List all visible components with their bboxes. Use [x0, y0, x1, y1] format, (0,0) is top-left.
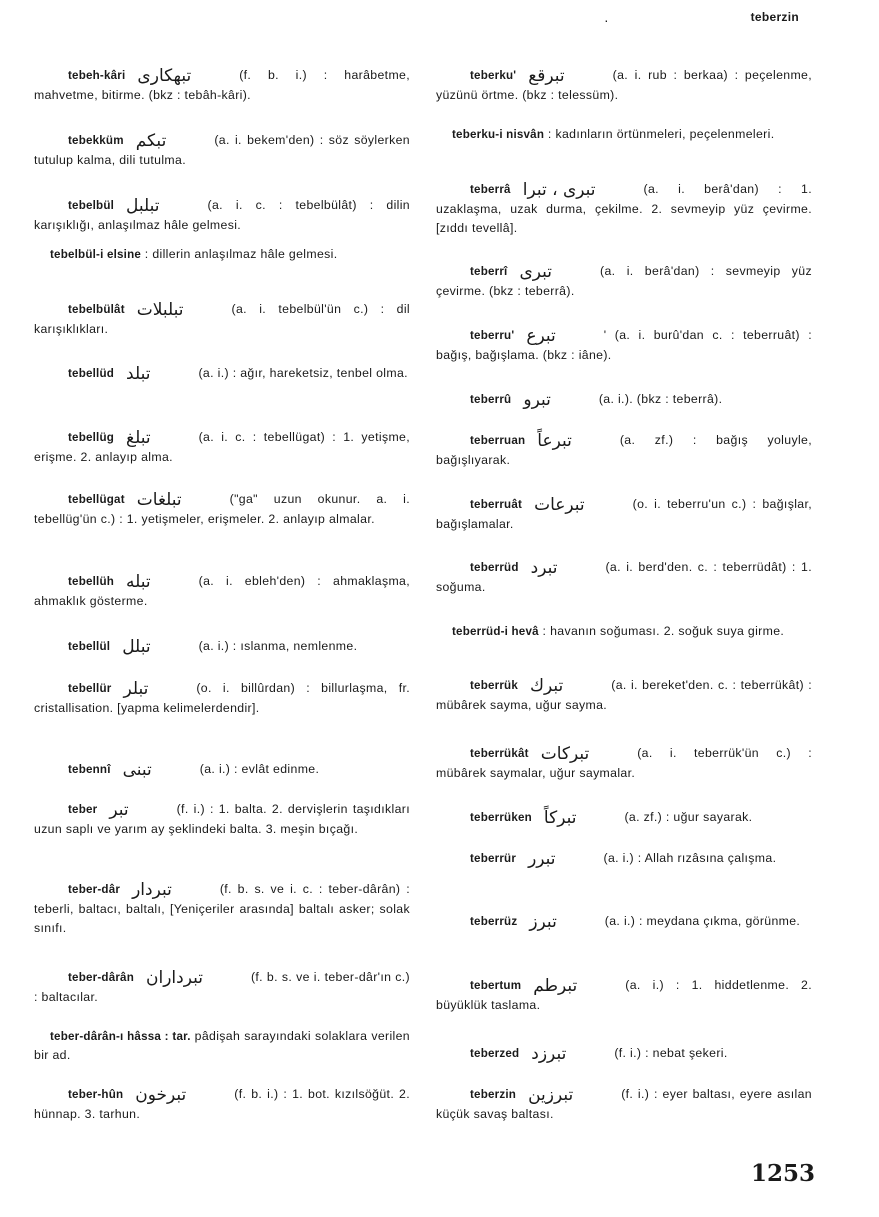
dictionary-entry	[436, 558, 812, 597]
entry-headword: teberku'	[470, 69, 517, 82]
entry-definition: (a. i.) : Allah rızâsına çalışma.	[603, 851, 777, 865]
dictionary-entry	[34, 760, 410, 780]
entry-headword: tebeh-kâri	[68, 69, 126, 82]
entry-definition: : havanın soğuması. 2. soğuk suya girme.	[542, 624, 785, 638]
entry-arabic-script: تبرعات	[534, 495, 585, 515]
entry-headword: teberrüken	[470, 811, 532, 824]
entry-definition: (f. b. i.) : 1. bot. kızılsöğüt. 2. hünnap. 3. tarhun.	[34, 1087, 410, 1121]
entry-definition: (a. i.) : evlât edinme.	[199, 762, 320, 776]
dictionary-entry	[34, 196, 410, 235]
dictionary-entry	[436, 622, 812, 641]
entry-arabic-script: تبلر	[123, 679, 149, 699]
entry-arabic-script: تبلد	[126, 364, 151, 384]
entry-arabic-script: تبرداران	[145, 968, 203, 988]
dictionary-entry	[436, 431, 812, 470]
entry-arabic-script: تبرو	[523, 390, 551, 410]
entry-definition: ("ga" uzun okunur. a. i. tebellüg'ün c.) : 1. yetişmeler, erişmeler. 2. anlayıp almalar.	[34, 492, 410, 526]
entry-headword: tebekküm	[68, 134, 124, 147]
entry-arabic-script: تبکم	[135, 131, 167, 151]
dictionary-entry	[436, 808, 812, 828]
entry-arabic-script: تبرعاً	[537, 431, 572, 451]
entry-arabic-script: تبلبلات	[136, 300, 184, 320]
dictionary-entry	[436, 262, 812, 301]
entry-headword: teber	[68, 803, 98, 816]
entry-arabic-script: تبلغات	[136, 490, 182, 510]
entry-headword: teber-hûn	[68, 1088, 124, 1101]
entry-definition: (a. i. c. : tebelbülât) : dilin karışıklığı, anlaşılmaz hâle gelmesi.	[34, 198, 410, 232]
dictionary-entry	[34, 880, 410, 938]
dictionary-entry	[34, 637, 410, 657]
entry-arabic-script: تبرزد	[531, 1044, 567, 1064]
entry-arabic-script: تبر	[109, 800, 129, 820]
entry-headword: teberrâ	[470, 183, 511, 196]
entry-definition: ' (a. i. burû'dan c. : teberruât) : bağış, bağışlama. (bkz : iâne).	[436, 328, 812, 362]
dictionary-entry	[436, 676, 812, 715]
entry-headword: teberzed	[470, 1047, 520, 1060]
entry-headword: teberrük	[470, 679, 518, 692]
entry-definition: (a. i.) : ıslanma, nemlenme.	[198, 639, 358, 653]
dictionary-entry	[34, 428, 410, 467]
entry-arabic-script: تبرع	[526, 326, 556, 346]
entry-headword: teberrüz	[470, 915, 518, 928]
entry-arabic-script: تبلل	[122, 637, 151, 657]
entry-headword: teberzin	[470, 1088, 517, 1101]
entry-headword: tebellül	[68, 640, 111, 653]
entry-definition: (a. i. bereket'den. c. : teberrükât) : mübârek sayma, uğur sayma.	[436, 678, 812, 712]
entry-definition: (f. i.) : 1. balta. 2. dervişlerin taşıdıkları uzun saplı ve yarım ay şeklindeki balta. 3. meşin bıçağı.	[34, 802, 410, 836]
entry-headword: tebelbülât	[68, 303, 125, 316]
entry-definition: (a. i. rub : berkaa) : peçelenme, yüzünü örtme. (bkz : telessüm).	[436, 68, 812, 102]
entry-headword: teberruan	[470, 434, 526, 447]
entry-definition: (a. i. berâ'dan) : 1. uzaklaşma, uzak durma, çekilme. 2. sevmeyip yüz çevirme. [zıddı tevellâ].	[436, 182, 812, 235]
dictionary-entry	[436, 390, 812, 410]
entry-definition: (a. i. ebleh'den) : ahmaklaşma, ahmaklık gösterme.	[34, 574, 410, 608]
dictionary-entry	[34, 364, 410, 384]
entry-headword: tebennî	[68, 763, 111, 776]
entry-arabic-script: تبردار	[132, 880, 172, 900]
entry-definition: (a. zf.) : bağış yoluyle, bağışlıyarak.	[436, 433, 812, 467]
entry-headword: teberrüd	[470, 561, 519, 574]
entry-arabic-script: تبركات	[540, 744, 590, 764]
entry-headword: tebellüg	[68, 431, 115, 444]
dictionary-entry	[34, 800, 410, 839]
dictionary-entry	[34, 1085, 410, 1124]
dictionary-entry	[436, 1085, 812, 1124]
entry-definition: (o. i. teberru'un c.) : bağışlar, bağışlamalar.	[436, 497, 812, 531]
dictionary-entry	[436, 180, 812, 238]
dictionary-entry	[436, 912, 812, 932]
entry-definition: pâdişah sarayındaki solaklara verilen bir ad.	[34, 1029, 410, 1062]
entry-definition: : dillerin anlaşılmaz hâle gelmesi.	[144, 247, 338, 261]
entry-definition: (a. i.) : ağır, hareketsiz, tenbel olma.	[198, 366, 408, 380]
entry-definition: (f. i.) : nebat şekeri.	[614, 1046, 728, 1060]
entry-definition: (a. i. c. : tebellügat) : 1. yetişme, erişme. 2. anlayıp alma.	[34, 430, 410, 464]
dictionary-entry	[436, 66, 812, 105]
entry-headword: teberru'	[470, 329, 515, 342]
entry-headword: tebellür	[68, 682, 112, 695]
entry-arabic-script: تبرك	[530, 676, 564, 696]
dictionary-entry	[436, 1044, 812, 1064]
entry-definition: (f. i.) : eyer baltası, eyere asılan küçük savaş baltası.	[436, 1087, 812, 1121]
entry-arabic-script: تبرخون	[135, 1085, 187, 1105]
entry-arabic-script: تبلغ	[126, 428, 151, 448]
entry-headword: tebertum	[470, 979, 522, 992]
entry-definition: (a. i. berd'den. c. : teberrüdât) : 1. soğuma.	[436, 560, 812, 594]
dictionary-entry	[34, 572, 410, 611]
dictionary-entry	[34, 131, 410, 170]
entry-definition: (a. zf.) : uğur sayarak.	[624, 810, 753, 824]
entry-arabic-script: تبرر	[528, 849, 556, 869]
dictionary-entry	[34, 66, 410, 105]
entry-headword: tebellüh	[68, 575, 115, 588]
entry-headword: teberrür	[470, 852, 517, 865]
entry-arabic-script: تبرز	[529, 912, 557, 932]
dictionary-entry	[34, 300, 410, 339]
entry-definition: (f. b. s. ve i. c. : teber-dârân) : teberli, baltacı, baltalı, [Yeniçeriler arasında] baltalı asker; solak sınıfı.	[34, 882, 410, 935]
entry-definition: (a. i.). (bkz : teberrâ).	[598, 392, 723, 406]
dictionary-entry	[436, 744, 812, 783]
dictionary-entry	[34, 968, 410, 1007]
entry-definition: (a. i. bekem'den) : söz söylerken tutulup kalma, dili tutulma.	[34, 133, 410, 167]
dictionary-entry	[436, 125, 812, 144]
entry-definition: : kadınların örtünmeleri, peçelenmeleri.	[547, 127, 775, 141]
entry-arabic-script: تبهکاری	[137, 66, 192, 86]
entry-headword: teberrî	[470, 265, 508, 278]
entry-headword: teber-dâr	[68, 883, 121, 896]
dictionary-entry	[34, 245, 410, 264]
dictionary-entry	[34, 490, 410, 529]
entry-headword: teber-dârân	[68, 971, 134, 984]
entry-headword: tebelbül-i elsine	[50, 248, 142, 261]
running-head: teberzin	[750, 10, 799, 24]
entry-headword: teber-dârân-ı hâssa : tar.	[50, 1030, 191, 1043]
entry-arabic-script: تبلبل	[126, 196, 160, 216]
dictionary-entry	[436, 849, 812, 869]
entry-arabic-script: تبرطم	[533, 976, 578, 996]
entry-headword: teberrû	[470, 393, 512, 406]
dictionary-entry	[436, 495, 812, 534]
entry-definition: (a. i.) : meydana çıkma, görünme.	[604, 914, 801, 928]
entry-definition: (f. b. i.) : harâbetme, mahvetme, bitirme. (bkz : tebâh-kâri).	[34, 68, 410, 102]
entry-headword: teberrüd-i hevâ	[452, 625, 539, 638]
dictionary-entry	[34, 1027, 410, 1065]
entry-definition: (a. i.) : 1. hiddetlenme. 2. büyüklük taslama.	[436, 978, 812, 1012]
entry-headword: tebellügat	[68, 493, 125, 506]
entry-arabic-script: تبرزين	[528, 1085, 574, 1105]
entry-definition: (a. i. tebelbül'ün c.) : dil karışıklıkları.	[34, 302, 410, 336]
header-dot: ·	[604, 12, 609, 28]
entry-headword: tebellüd	[68, 367, 115, 380]
entry-arabic-script: تبركاً	[543, 808, 577, 828]
entry-arabic-script: تبری ، تبرا	[522, 180, 596, 200]
entry-arabic-script: تبرقع	[528, 66, 565, 86]
entry-definition: (f. b. s. ve i. teber-dâr'ın c.) : baltacılar.	[34, 970, 410, 1004]
dictionary-entry	[34, 679, 410, 718]
entry-definition: (a. i. berâ'dan) : sevmeyip yüz çevirme. (bkz : teberrâ).	[436, 264, 812, 298]
page-number: 1253	[750, 1160, 815, 1187]
entry-definition: (a. i. teberrük'ün c.) : mübârek saymalar, uğur saymalar.	[436, 746, 812, 780]
entry-headword: teberrükât	[470, 747, 529, 760]
entry-arabic-script: تبرد	[530, 558, 558, 578]
entry-headword: tebelbül	[68, 199, 115, 212]
dictionary-entry	[436, 976, 812, 1015]
entry-definition: (o. i. billûrdan) : billurlaşma, fr. cristallisation. [yapma kelimelerdendir].	[34, 681, 410, 715]
entry-headword: teberku-i nisvân	[452, 128, 545, 141]
entry-arabic-script: تبری	[519, 262, 553, 282]
entry-arabic-script: تبنی	[122, 760, 152, 780]
entry-headword: teberruât	[470, 498, 523, 511]
entry-arabic-script: تبله	[126, 572, 151, 592]
dictionary-entry	[436, 326, 812, 365]
